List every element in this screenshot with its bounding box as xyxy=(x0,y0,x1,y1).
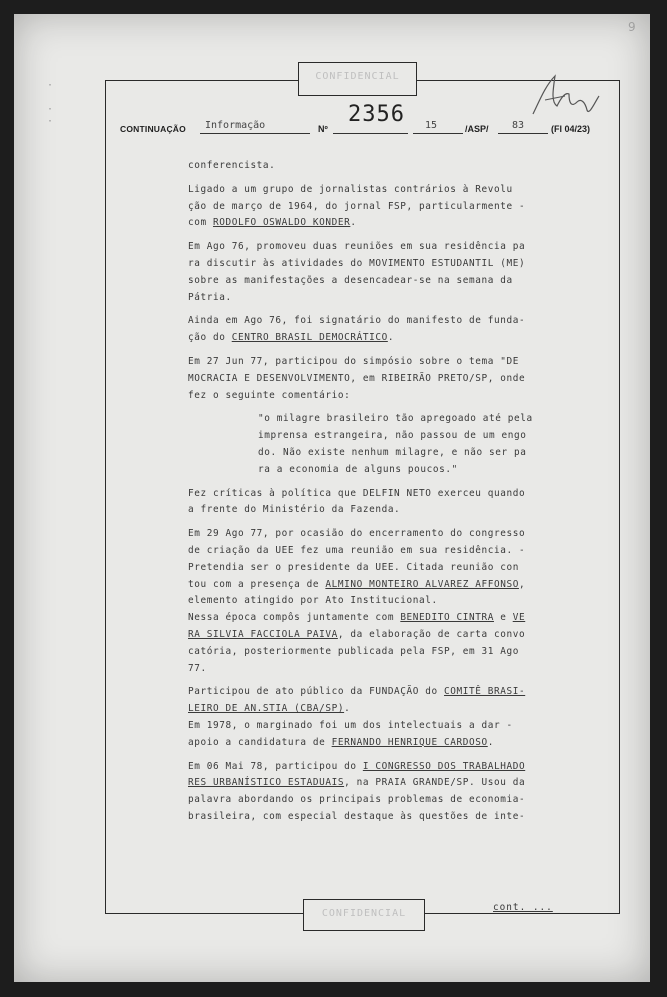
quote-line: ra a economia de alguns poucos." xyxy=(258,463,458,475)
line-segment: , da elaboração de carta convo xyxy=(337,628,526,640)
handwritten-initials xyxy=(525,72,605,122)
body-line xyxy=(188,215,602,232)
line-segment: Participou de ato público da FUNDAÇÃO do xyxy=(188,686,445,698)
classification-stamp-bottom xyxy=(303,899,425,931)
line-segment: . xyxy=(350,217,357,229)
year-underline xyxy=(498,133,548,134)
underlined-name: ALMINO MONTEIRO ALVAREZ AFFONSO xyxy=(325,578,519,590)
document-header xyxy=(120,102,620,146)
body-line: Pretendia ser o presidente da UEE. Citada reunião con xyxy=(188,561,519,573)
document-body xyxy=(188,158,602,826)
body-line: Em 1978, o marginado foi um dos intelectuais a dar - xyxy=(188,719,513,731)
body-line: Em 29 Ago 77, por ocasião do encerramento do congresso xyxy=(188,528,526,540)
line-segment: ção do xyxy=(188,332,232,344)
document-year: 83 xyxy=(512,120,525,131)
underlined-name: I CONGRESSO DOS TRABALHADO xyxy=(362,760,526,772)
document-type: Informação xyxy=(205,120,266,131)
body-line: ção de março de 1964, do jornal FSP, particularmente - xyxy=(188,200,526,212)
body-line xyxy=(188,701,602,718)
number-label: Nº xyxy=(318,124,328,134)
line-segment: com xyxy=(188,217,213,229)
paragraph-gap xyxy=(188,519,602,526)
body-line: palavra abordando os principais problemas de economia- xyxy=(188,794,526,806)
paragraph-gap xyxy=(188,752,602,759)
underlined-name: VE xyxy=(512,612,526,624)
paragraph-gap xyxy=(188,175,602,182)
body-line xyxy=(188,627,602,644)
body-line: Fez críticas à política que DELFIN NETO exerceu quando xyxy=(188,487,526,499)
classification-stamp-text: CONFIDENCIAL xyxy=(321,908,407,919)
body-line: ra discutir às atividades do MOVIMENTO ESTUDANTIL (ME) xyxy=(188,257,526,269)
paragraph-gap xyxy=(188,232,602,239)
quote-line: "o milagre brasileiro tão apregoado até pela xyxy=(258,413,533,425)
continuation-text: cont. ... xyxy=(493,902,553,913)
body-line: Pátria. xyxy=(188,291,232,303)
line-segment: , na PRAIA GRANDE/SP. Usou da xyxy=(344,777,526,789)
underlined-name: RES URBANÍSTICO ESTADUAIS xyxy=(188,777,345,789)
body-line: 77. xyxy=(188,662,207,674)
paragraph-gap xyxy=(188,404,602,411)
body-line: sobre as manifestações a desencadear-se na semana da xyxy=(188,274,513,286)
body-line: brasileira, com especial destaque às questões de inte- xyxy=(188,810,526,822)
underlined-name: RA SILVIA FACCIOLA PAIVA xyxy=(188,628,338,640)
body-line: elemento atingido por Ato Institucional. xyxy=(188,595,438,607)
day-underline xyxy=(413,133,463,134)
quote-line: imprensa estrangeira, não passou de um engo xyxy=(258,430,527,442)
number-underline xyxy=(333,133,408,134)
document-day: 15 xyxy=(425,120,438,131)
classification-stamp-text: CONFIDENCIAL xyxy=(315,71,400,82)
body-line: Em Ago 76, promoveu duas reuniões em sua residência pa xyxy=(188,241,526,253)
scan-speckles: · · · xyxy=(47,80,54,127)
body-line: Ligado a um grupo de jornalistas contrários à Revolu xyxy=(188,183,513,195)
classification-stamp-top xyxy=(298,62,417,96)
body-line: MOCRACIA E DESENVOLVIMENTO, em RIBEIRÃO PRETO/SP, onde xyxy=(188,372,526,384)
body-line xyxy=(188,684,602,701)
paragraph-gap xyxy=(188,677,602,684)
body-line xyxy=(188,759,602,776)
body-line: Ainda em Ago 76, foi signatário do manifesto de funda- xyxy=(188,315,526,327)
underlined-name: COMITÊ BRASI- xyxy=(444,686,526,698)
body-line: a frente do Ministério da Fazenda. xyxy=(188,504,401,516)
body-line: catória, posteriormente publicada pela FSP, em 31 Ago xyxy=(188,645,519,657)
asp-label: /ASP/ xyxy=(465,124,489,134)
body-line xyxy=(188,577,602,594)
doc-type-underline xyxy=(200,133,310,134)
underlined-name: LEIRO DE AN.STIA (CBA/SP) xyxy=(188,703,345,715)
body-line xyxy=(188,735,602,752)
body-line xyxy=(188,330,602,347)
body-line: conferencista. xyxy=(188,160,276,171)
paragraph-gap xyxy=(188,347,602,354)
line-segment: tou com a presença de xyxy=(188,578,326,590)
paragraph-gap xyxy=(188,306,602,313)
page-corner-mark: 9 xyxy=(628,20,636,34)
body-line: fez o seguinte comentário: xyxy=(188,389,351,401)
line-segment: Em 06 Mai 78, participou do xyxy=(188,760,363,772)
paragraph-gap xyxy=(188,479,602,486)
folio-label: (Fl 04/23) xyxy=(551,124,591,134)
line-segment: e xyxy=(493,612,513,624)
continuation-note xyxy=(493,902,553,913)
line-segment: . xyxy=(387,332,395,344)
line-segment: apoio a candidatura de xyxy=(188,736,332,748)
line-segment: . xyxy=(487,736,494,748)
line-segment: Nessa época compôs juntamente com xyxy=(188,612,401,624)
body-line xyxy=(188,775,602,792)
continuation-label: CONTINUAÇÃO xyxy=(120,124,186,134)
underlined-name: RODOLFO OSWALDO KONDER xyxy=(212,217,351,229)
line-segment: , xyxy=(518,578,526,590)
underlined-name: FERNANDO HENRIQUE CARDOSO xyxy=(331,736,488,748)
underlined-name: BENEDITO CINTRA xyxy=(400,612,494,624)
line-segment: . xyxy=(344,703,351,715)
quote-line: do. Não existe nenhum milagre, e não ser pa xyxy=(258,446,527,458)
body-line: de criação da UEE fez uma reunião em sua residência. - xyxy=(188,544,526,556)
document-number: 2356 xyxy=(348,102,405,127)
body-line: Em 27 Jun 77, participou do simpósio sobre o tema "DE xyxy=(188,355,519,367)
underlined-name: CENTRO BRASIL DEMOCRÁTICO xyxy=(231,332,388,344)
body-line xyxy=(188,610,602,627)
